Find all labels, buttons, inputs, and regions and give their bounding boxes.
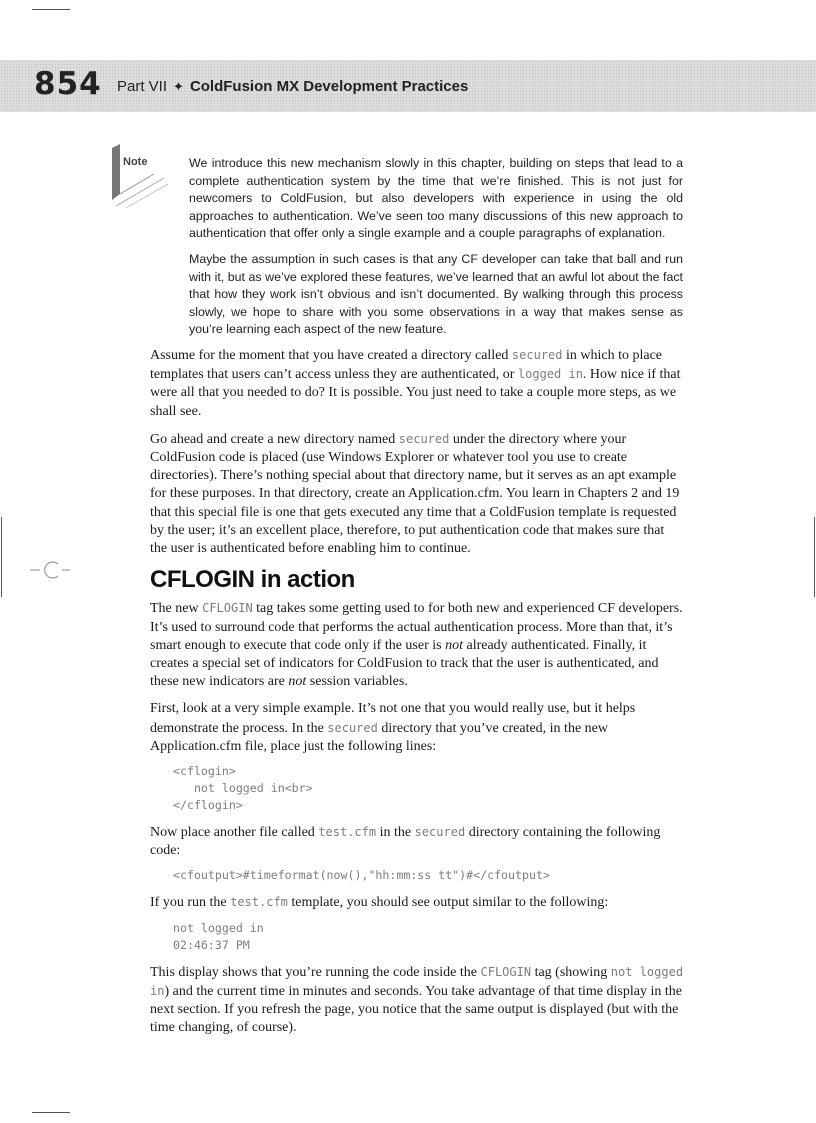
inline-code: test.cfm	[230, 895, 288, 910]
inline-code: logged in	[517, 367, 583, 382]
crop-mark	[1, 517, 2, 597]
crop-mark	[32, 1112, 70, 1113]
note-paragraph: Maybe the assumption in such cases is that any CF developer can take that ball and run with it, but as we’ve explored these features, we’ve learned that an awful lot about the fact that how they work isn’t obvious and isn’t documented. By walking through this process slowly, we hope to share with you some observations in a way that makes sense as you’re learning each aspect of the new feature.	[189, 251, 683, 337]
paragraph: If you run the test.cfm template, you should see output similar to the following:	[150, 895, 609, 911]
diamond-separator: ✦	[173, 79, 184, 94]
inline-code: test.cfm	[318, 825, 377, 840]
inline-code: secured	[511, 348, 563, 362]
inline-code: not logged in	[150, 964, 684, 998]
note-box	[189, 155, 683, 347]
page-number: 854	[34, 66, 102, 102]
code-block: <cflogin> not logged in<br> </cflogin>	[173, 764, 313, 813]
paragraph: First, look at a very simple example. It’s not one that you would really use, but it helps demonstrate the process. In the secured directory that you’ve created, in the new Application.cfm file, place just the following lines:	[150, 701, 636, 754]
chapter-title: ColdFusion MX Development Practices	[189, 78, 469, 95]
note-paragraph: We introduce this new mechanism slowly in this chapter, building on steps that lead to a complete authentication system by the time that we’re finished. This is not just for newcomers to ColdFusion, but also developers with experience in using the old approaches to authentication. We’ve seen too many discussions of this new approach to authentication that offer only a single example and a couple paragraphs of explanation.	[189, 156, 683, 241]
paragraph: The new CFLOGIN tag takes some getting used to for both new and experienced CF developers. It’s used to surround code that performs the actual authentication process. More than that, it’s smart enough to execute that code only if the user is not already authenticated. Finally, it creates a special set of indicators for ColdFusion to track that the user is authenticated, and these new indicators are not session variables.	[150, 601, 683, 690]
registration-mark-icon	[30, 548, 74, 592]
body-text	[150, 346, 684, 1046]
code-block: not logged in 02:46:37 PM	[173, 920, 264, 952]
note-icon	[106, 144, 178, 212]
paragraph: This display shows that you’re running the code inside the CFLOGIN tag (showing not logged in) and the current time in minutes and seconds. You take advantage of that time display in the next section. If you refresh the page, you notice that the same output is displayed (but with the time changing, of course).	[150, 964, 684, 1036]
paragraph: Assume for the moment that you have created a directory called secured in which to place templates that users can’t access unless they are authenticated, or logged in. How nice if that were all that you needed to do? It is possible. You just need to take a couple more steps, as we shall see.	[150, 348, 681, 419]
paragraph: Go ahead and create a new directory named secured under the directory where your ColdFusion code is placed (use Windows Explorer or whatever tool you use to create directories). There’s nothing special about that directory name, but it serves as an apt example for these purposes. In that directory, create an Application.cfm. You learn in Chapters 2 and 19 that this special file is one that gets executed any time that a ColdFusion template is requested by the user; it’s an excellent place, therefore, to put authentication code that makes sure that the user is authenticated before enabling him to continue.	[150, 431, 680, 557]
inline-code: secured	[414, 825, 466, 840]
running-header	[0, 60, 816, 112]
inline-code: secured	[327, 720, 378, 735]
paragraph: Now place another file called test.cfm in the secured directory containing the following code:	[150, 825, 661, 859]
code-block: <cfoutput>#timeformat(now(),"hh:mm:ss tt")#</cfoutput>	[173, 868, 550, 883]
part-label: Part VII	[117, 78, 168, 95]
running-title	[117, 78, 468, 95]
section-heading: CFLOGIN in action	[150, 566, 355, 594]
crop-mark	[32, 9, 70, 10]
crop-mark	[814, 517, 815, 597]
inline-code: CFLOGIN	[202, 601, 253, 616]
note-icon-label: Note	[123, 156, 148, 168]
inline-code: secured	[398, 431, 450, 446]
inline-code: CFLOGIN	[480, 964, 532, 979]
